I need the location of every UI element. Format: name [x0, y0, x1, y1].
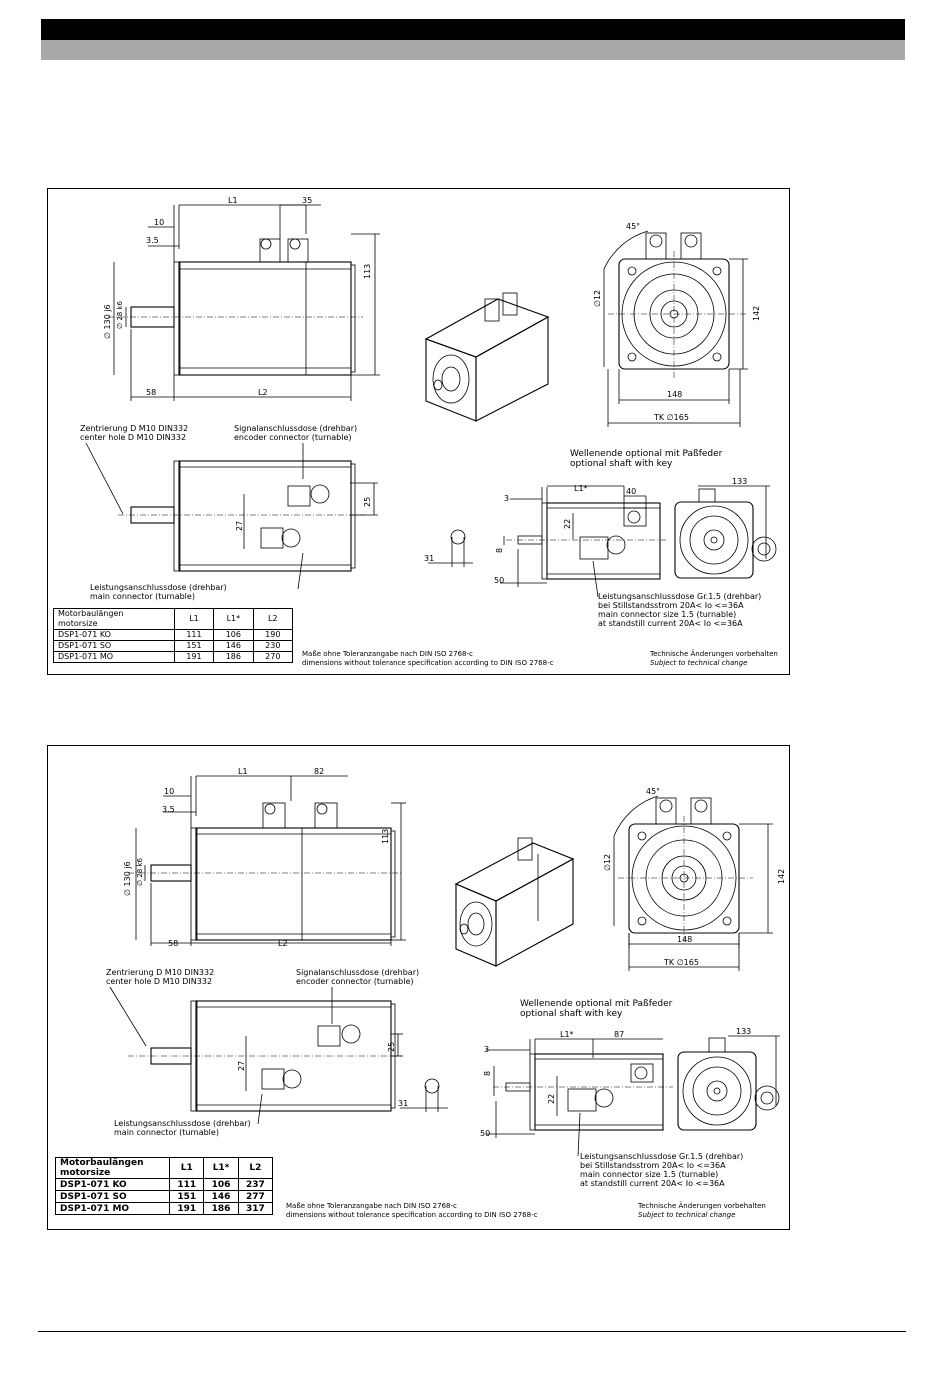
- table-cell-name: DSP1-071 KO: [56, 1179, 170, 1191]
- motor-top-view: [118, 461, 368, 571]
- dim-3-5: 3.5: [162, 805, 175, 814]
- label-center-hole-de: Zentrierung D M10 DIN332: [106, 968, 215, 977]
- dim-l1-star: L1*: [560, 1030, 574, 1039]
- table-head-l2: L2: [238, 1158, 272, 1179]
- label-power-connector-de: Leistungsanschlussdose (drehbar): [114, 1119, 251, 1128]
- label-signal-connector-de: Signalanschlussdose (drehbar): [234, 424, 358, 433]
- motor-size-table: [53, 608, 293, 663]
- table-cell-l1: 151: [170, 1191, 204, 1203]
- dimension-drawing-1: [48, 189, 789, 674]
- label-signal-connector-en: encoder connector (turnable): [234, 433, 352, 442]
- table-cell-l1-star: 186: [204, 1203, 238, 1215]
- motor-side-view: [108, 239, 363, 375]
- label-opt-main-2: bei Stillstandsstrom 20A< Io <=36A: [580, 1161, 726, 1170]
- dim-dia-28: ∅ 28 k6: [136, 858, 144, 886]
- table-cell-l1: 151: [174, 641, 213, 652]
- table-head-l1-star: L1*: [204, 1158, 238, 1179]
- table-cell-l1-star: 106: [214, 630, 253, 641]
- label-opt-main-3: main connector size 1.5 (turnable): [580, 1170, 719, 1179]
- dim-58: 58: [168, 939, 179, 948]
- table-head-l2: L2: [253, 609, 292, 630]
- optional-dimension-lines: [500, 486, 770, 587]
- table-head-motorsize-en: motorsize: [58, 619, 98, 628]
- table-cell-l2: 237: [238, 1179, 272, 1191]
- table-cell-name: DSP1-071 SO: [54, 641, 175, 652]
- optional-shaft-front-view: [675, 489, 776, 578]
- table-cell-l1: 111: [170, 1179, 204, 1191]
- motor-isometric-view: [426, 293, 548, 421]
- dim-3-5: 3.5: [146, 236, 159, 245]
- header-subbar: [41, 40, 905, 60]
- label-optional-shaft-de: Wellenende optional mit Paßfeder: [520, 999, 673, 1009]
- dim-142: 142: [777, 868, 786, 884]
- table-cell-l1: 191: [174, 652, 213, 663]
- motor-top-view: [128, 1001, 403, 1111]
- label-optional-shaft-de: Wellenende optional mit Paßfeder: [570, 449, 723, 459]
- label-center-hole-en: center hole D M10 DIN332: [80, 433, 187, 442]
- dim-27: 27: [235, 520, 244, 531]
- table-row: [54, 652, 293, 663]
- dim-l2: L2: [258, 388, 268, 397]
- label-center-hole-de: Zentrierung D M10 DIN332: [80, 424, 189, 433]
- label-power-connector-en: main connector (turnable): [90, 592, 195, 601]
- dim-50: 50: [494, 576, 505, 585]
- dim-10: 10: [164, 787, 175, 796]
- label-tolerance-de: Maße ohne Toleranzangabe nach DIN ISO 2768-c: [286, 1202, 457, 1210]
- motor-side-view: [128, 803, 403, 940]
- dim-133: 133: [736, 1027, 752, 1036]
- dim-22: 22: [547, 1093, 556, 1104]
- dim-10: 10: [154, 218, 165, 227]
- motor-front-view: [608, 233, 748, 379]
- label-power-connector-en: main connector (turnable): [114, 1128, 219, 1137]
- table-head-motorsize-de: Motorbaulängen: [58, 609, 124, 618]
- side-dimension-lines: [114, 205, 380, 401]
- label-optional-shaft-en: optional shaft with key: [570, 459, 673, 469]
- dim-8: 8: [483, 1070, 492, 1076]
- dim-dia-130: ∅ 130 j6: [123, 861, 132, 896]
- dim-l1: L1: [238, 767, 248, 776]
- dim-3: 3: [504, 494, 510, 503]
- header-bar: [41, 19, 905, 40]
- table-head-l1-star: L1*: [214, 609, 253, 630]
- label-center-hole-en: center hole D M10 DIN332: [106, 977, 213, 986]
- dim-l1: L1: [228, 196, 238, 205]
- table-row: [54, 641, 293, 652]
- dim-22: 22: [563, 518, 572, 529]
- table-cell-l1-star: 146: [214, 641, 253, 652]
- motor-isometric-view: [456, 838, 573, 966]
- dim-113: 113: [363, 263, 372, 279]
- motor-size-table: [55, 1157, 273, 1215]
- table-cell-l1-star: 146: [204, 1191, 238, 1203]
- dim-25: 25: [387, 1041, 396, 1052]
- label-tech-change-en: Subject to technical change: [650, 659, 748, 667]
- table-cell-l1-star: 106: [204, 1179, 238, 1191]
- label-signal-connector-en: encoder connector (turnable): [296, 977, 414, 986]
- table-head-motorsize-de: Motorbaulängen: [60, 1158, 144, 1168]
- front-dimension-lines: [614, 796, 773, 971]
- table-head-motorsize-en: motorsize: [60, 1168, 111, 1178]
- table-row: [56, 1179, 273, 1191]
- drawing-sheet-1: [47, 188, 790, 675]
- dim-133: 133: [732, 477, 748, 486]
- table-row: [56, 1191, 273, 1203]
- shaft-key-detail: [428, 530, 473, 567]
- label-tolerance-en: dimensions without tolerance specification according to DIN ISO 2768-c: [286, 1211, 538, 1219]
- label-power-connector-de: Leistungsanschlussdose (drehbar): [90, 583, 227, 592]
- label-tolerance-en: dimensions without tolerance specification according to DIN ISO 2768-c: [302, 659, 554, 667]
- drawing-sheet-2: [47, 745, 790, 1230]
- dim-dia-12: ∅12: [593, 289, 602, 307]
- label-opt-main-1: Leistungsanschlussdose Gr.1.5 (drehbar): [598, 592, 762, 601]
- dim-31: 31: [424, 554, 435, 563]
- dim-opt-offset: 40: [626, 487, 637, 496]
- table-cell-name: DSP1-071 MO: [56, 1203, 170, 1215]
- table-header-row: [56, 1158, 273, 1179]
- dim-tk-165: TK ∅165: [664, 958, 699, 967]
- dim-dia-12: ∅12: [603, 853, 612, 871]
- table-cell-name: DSP1-071 KO: [54, 630, 175, 641]
- dim-25: 25: [363, 496, 372, 507]
- dim-tk-165: TK ∅165: [654, 413, 689, 422]
- dim-8: 8: [495, 547, 504, 553]
- dim-l1-star: L1*: [574, 484, 588, 493]
- dim-dia-28: ∅ 28 k6: [116, 301, 124, 329]
- table-cell-l2: 277: [238, 1191, 272, 1203]
- label-tech-change-de: Technische Änderungen vorbehalten: [650, 650, 778, 658]
- table-cell-l2: 317: [238, 1203, 272, 1215]
- table-cell-name: DSP1-071 SO: [56, 1191, 170, 1203]
- table-head-l1: L1: [174, 609, 213, 630]
- dim-connector-offset: 82: [314, 767, 325, 776]
- label-optional-shaft-en: optional shaft with key: [520, 1009, 623, 1019]
- label-opt-main-3: main connector size 1.5 (turnable): [598, 610, 737, 619]
- label-tolerance-de: Maße ohne Toleranzangabe nach DIN ISO 2768-c: [302, 650, 473, 658]
- table-cell-l1: 191: [170, 1203, 204, 1215]
- table-head-l1: L1: [170, 1158, 204, 1179]
- dim-113: 113: [381, 828, 390, 844]
- dim-45-deg: 45°: [646, 787, 661, 796]
- table-row: [54, 630, 293, 641]
- table-row: [56, 1203, 273, 1215]
- optional-shaft-side-view: [506, 503, 668, 579]
- table-cell-l1-star: 186: [214, 652, 253, 663]
- label-tech-change-de: Technische Änderungen vorbehalten: [638, 1202, 766, 1210]
- table-cell-l2: 230: [253, 641, 292, 652]
- table-cell-name: DSP1-071 MO: [54, 652, 175, 663]
- label-opt-main-4: at standstill current 20A< Io <=36A: [580, 1179, 725, 1188]
- optional-shaft-front-view: [678, 1038, 779, 1130]
- dim-dia-130: ∅ 130 j6: [103, 304, 112, 339]
- optional-shaft-side-view: [493, 1054, 673, 1130]
- dim-3: 3: [484, 1045, 490, 1054]
- dim-148: 148: [667, 390, 683, 399]
- table-cell-l2: 270: [253, 652, 292, 663]
- dim-142: 142: [752, 305, 761, 321]
- dim-27: 27: [237, 1060, 246, 1071]
- dim-45-deg: 45°: [626, 222, 641, 231]
- table-header-row: [54, 609, 293, 630]
- table-cell-l2: 190: [253, 630, 292, 641]
- label-opt-main-2: bei Stillstandsstrom 20A< Io <=36A: [598, 601, 744, 610]
- dim-50: 50: [480, 1129, 491, 1138]
- top-dimension-lines: [246, 1034, 403, 1091]
- dim-148: 148: [677, 935, 693, 944]
- table-cell-l1: 111: [174, 630, 213, 641]
- dim-58: 58: [146, 388, 157, 397]
- side-dimension-lines: [136, 776, 406, 946]
- motor-front-view: [618, 798, 753, 942]
- dim-connector-offset: 35: [302, 196, 313, 205]
- label-opt-main-4: at standstill current 20A< Io <=36A: [598, 619, 743, 628]
- label-tech-change-en: Subject to technical change: [638, 1211, 736, 1219]
- footer-rule: [38, 1331, 906, 1332]
- dim-31: 31: [398, 1099, 409, 1108]
- dim-opt-offset: 87: [614, 1030, 625, 1039]
- label-signal-connector-de: Signalanschlussdose (drehbar): [296, 968, 420, 977]
- label-opt-main-1: Leistungsanschlussdose Gr.1.5 (drehbar): [580, 1152, 744, 1161]
- dim-l2: L2: [278, 939, 288, 948]
